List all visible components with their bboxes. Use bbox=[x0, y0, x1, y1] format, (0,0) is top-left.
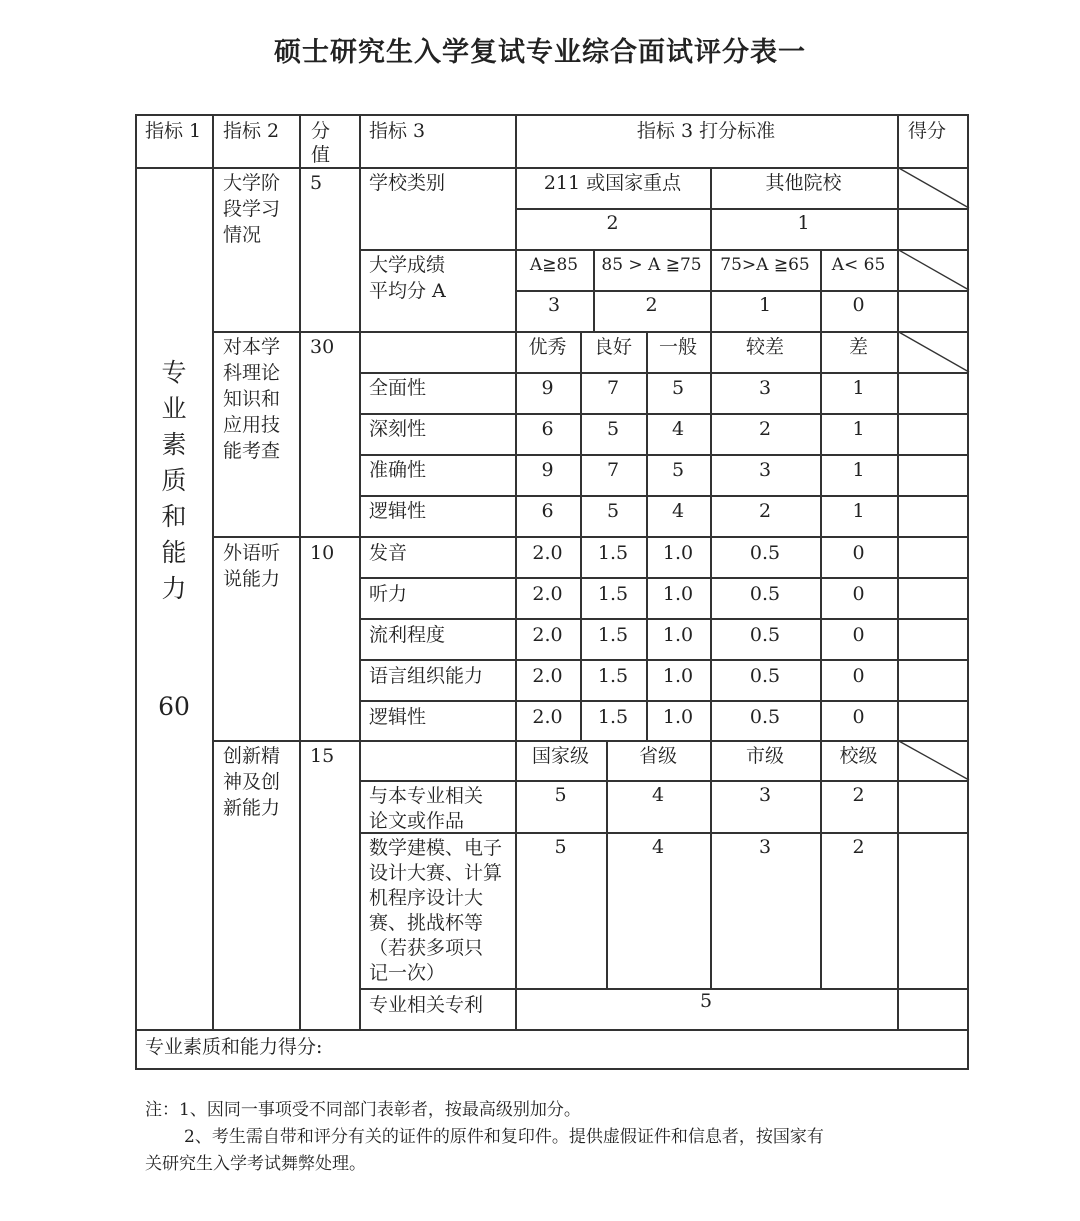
score-cell: 1.5 bbox=[597, 706, 629, 728]
criteria-label: 听力 bbox=[369, 583, 408, 605]
score-cell: 2.0 bbox=[532, 706, 563, 728]
score-cell: 4 bbox=[651, 784, 665, 806]
blank-cell-diagonal bbox=[897, 167, 969, 208]
score-cell: 1.5 bbox=[597, 624, 629, 646]
level-header: 校级 bbox=[839, 745, 878, 767]
score-cell: 2.0 bbox=[532, 624, 563, 646]
school-option-other: 其他院校 bbox=[765, 172, 842, 194]
level-header: 差 bbox=[848, 336, 868, 358]
score-cell: 0.5 bbox=[749, 583, 781, 605]
level-header: 较差 bbox=[745, 336, 784, 358]
score-cell: 2 bbox=[852, 784, 865, 806]
header-score: 得分 bbox=[908, 120, 947, 142]
score-cell: 9 bbox=[541, 377, 554, 399]
score-cell: 1 bbox=[852, 418, 865, 440]
innovation-points: 15 bbox=[310, 745, 335, 767]
score-cell: 6 bbox=[541, 418, 554, 440]
criteria-label: 流利程度 bbox=[369, 624, 446, 646]
score-cell: 1.5 bbox=[597, 583, 629, 605]
school-value-key: 2 bbox=[606, 212, 619, 234]
score-cell: 0 bbox=[852, 706, 865, 728]
score-cell: 5 bbox=[606, 418, 620, 440]
blank-cell-diagonal bbox=[897, 331, 969, 372]
score-cell: 1.5 bbox=[597, 542, 629, 564]
school-value-other: 1 bbox=[797, 212, 810, 234]
gpa-range: A< 65 bbox=[831, 255, 886, 275]
gpa-value: 0 bbox=[852, 294, 865, 316]
theory-points: 30 bbox=[310, 336, 335, 358]
criteria-label: 准确性 bbox=[369, 459, 427, 481]
score-cell: 1.0 bbox=[662, 665, 694, 687]
score-cell: 1.0 bbox=[662, 624, 694, 646]
score-cell: 5 bbox=[606, 500, 620, 522]
level-header: 国家级 bbox=[531, 745, 589, 767]
level-header: 省级 bbox=[638, 745, 677, 767]
gpa-range: 85 > A ≧75 bbox=[601, 255, 702, 275]
gpa-value: 2 bbox=[645, 294, 658, 316]
score-cell: 1 bbox=[852, 500, 865, 522]
patent-label: 专业相关专利 bbox=[369, 994, 484, 1016]
criteria-label: 深刻性 bbox=[369, 418, 427, 440]
score-cell: 5 bbox=[671, 377, 685, 399]
header-indicator-1: 指标 1 bbox=[145, 120, 202, 142]
score-cell: 4 bbox=[651, 836, 665, 858]
gpa-range: A≧85 bbox=[529, 255, 579, 275]
study-points: 5 bbox=[310, 172, 323, 194]
blank-cell-diagonal bbox=[897, 740, 969, 780]
score-cell: 2 bbox=[852, 836, 865, 858]
score-cell: 1.0 bbox=[662, 706, 694, 728]
level-header: 市级 bbox=[745, 745, 784, 767]
gpa-value: 3 bbox=[547, 294, 561, 316]
header-indicator-3: 指标 3 bbox=[369, 120, 426, 142]
score-cell: 5 bbox=[554, 784, 567, 806]
criteria-label: 发音 bbox=[369, 542, 408, 564]
note-2: 2、考生需自带和评分有关的证件的原件和复印件。提供虚假证件和信息者，按国家有 bbox=[184, 1127, 824, 1147]
score-cell: 6 bbox=[541, 500, 554, 522]
header-points-line2: 值 bbox=[311, 144, 331, 166]
total-score-label: 专业素质和能力得分: bbox=[145, 1036, 323, 1058]
score-cell: 1 bbox=[852, 459, 865, 481]
score-cell: 0.5 bbox=[749, 706, 781, 728]
header-points-line1: 分 bbox=[311, 120, 331, 142]
criteria-label: 逻辑性 bbox=[369, 500, 427, 522]
level-header: 优秀 bbox=[528, 336, 567, 358]
score-cell: 0 bbox=[852, 542, 865, 564]
score-cell: 5 bbox=[554, 836, 567, 858]
school-type-label: 学校类别 bbox=[369, 172, 446, 194]
score-cell: 0.5 bbox=[749, 665, 781, 687]
note-2-continued: 关研究生入学考试舞弊处理。 bbox=[145, 1154, 366, 1174]
score-cell: 1.5 bbox=[597, 665, 629, 687]
score-cell: 5 bbox=[671, 459, 685, 481]
score-cell: 2.0 bbox=[532, 542, 563, 564]
header-scoring-standard: 指标 3 打分标准 bbox=[636, 120, 776, 142]
header-indicator-2: 指标 2 bbox=[223, 120, 280, 142]
patent-value: 5 bbox=[699, 990, 713, 1012]
score-cell: 2 bbox=[758, 500, 772, 522]
score-cell: 0 bbox=[852, 624, 865, 646]
score-cell: 3 bbox=[758, 784, 772, 806]
language-points: 10 bbox=[310, 542, 335, 564]
note-1: 注：1、因同一事项受不同部门表彰者，按最高级别加分。 bbox=[145, 1100, 581, 1120]
blank-cell-diagonal bbox=[897, 249, 969, 290]
score-cell: 0.5 bbox=[749, 542, 781, 564]
score-cell: 0 bbox=[852, 665, 865, 687]
score-cell: 1 bbox=[852, 377, 865, 399]
score-cell: 0.5 bbox=[749, 624, 781, 646]
level-header: 良好 bbox=[593, 336, 632, 358]
page-title: 硕士研究生入学复试专业综合面试评分表一 bbox=[274, 37, 806, 68]
score-cell: 2.0 bbox=[532, 583, 563, 605]
score-cell: 9 bbox=[541, 459, 554, 481]
criteria-label: 逻辑性 bbox=[369, 706, 427, 728]
score-cell: 3 bbox=[758, 377, 772, 399]
gpa-value: 1 bbox=[758, 294, 772, 316]
school-option-key: 211 或国家重点 bbox=[543, 172, 682, 194]
score-cell: 2 bbox=[758, 418, 772, 440]
category-score: 60 bbox=[158, 692, 190, 721]
level-header: 一般 bbox=[658, 336, 697, 358]
gpa-range: 75>A ≧65 bbox=[720, 255, 810, 275]
score-cell: 1.0 bbox=[662, 542, 694, 564]
score-cell: 3 bbox=[758, 836, 772, 858]
score-cell: 2.0 bbox=[532, 665, 563, 687]
score-cell: 1.0 bbox=[662, 583, 694, 605]
criteria-label: 语言组织能力 bbox=[369, 665, 484, 687]
score-cell: 4 bbox=[671, 500, 685, 522]
score-cell: 0 bbox=[852, 583, 865, 605]
criteria-label: 全面性 bbox=[369, 377, 427, 399]
score-cell: 7 bbox=[606, 377, 620, 399]
score-cell: 3 bbox=[758, 459, 772, 481]
score-cell: 7 bbox=[606, 459, 620, 481]
score-cell: 4 bbox=[671, 418, 685, 440]
